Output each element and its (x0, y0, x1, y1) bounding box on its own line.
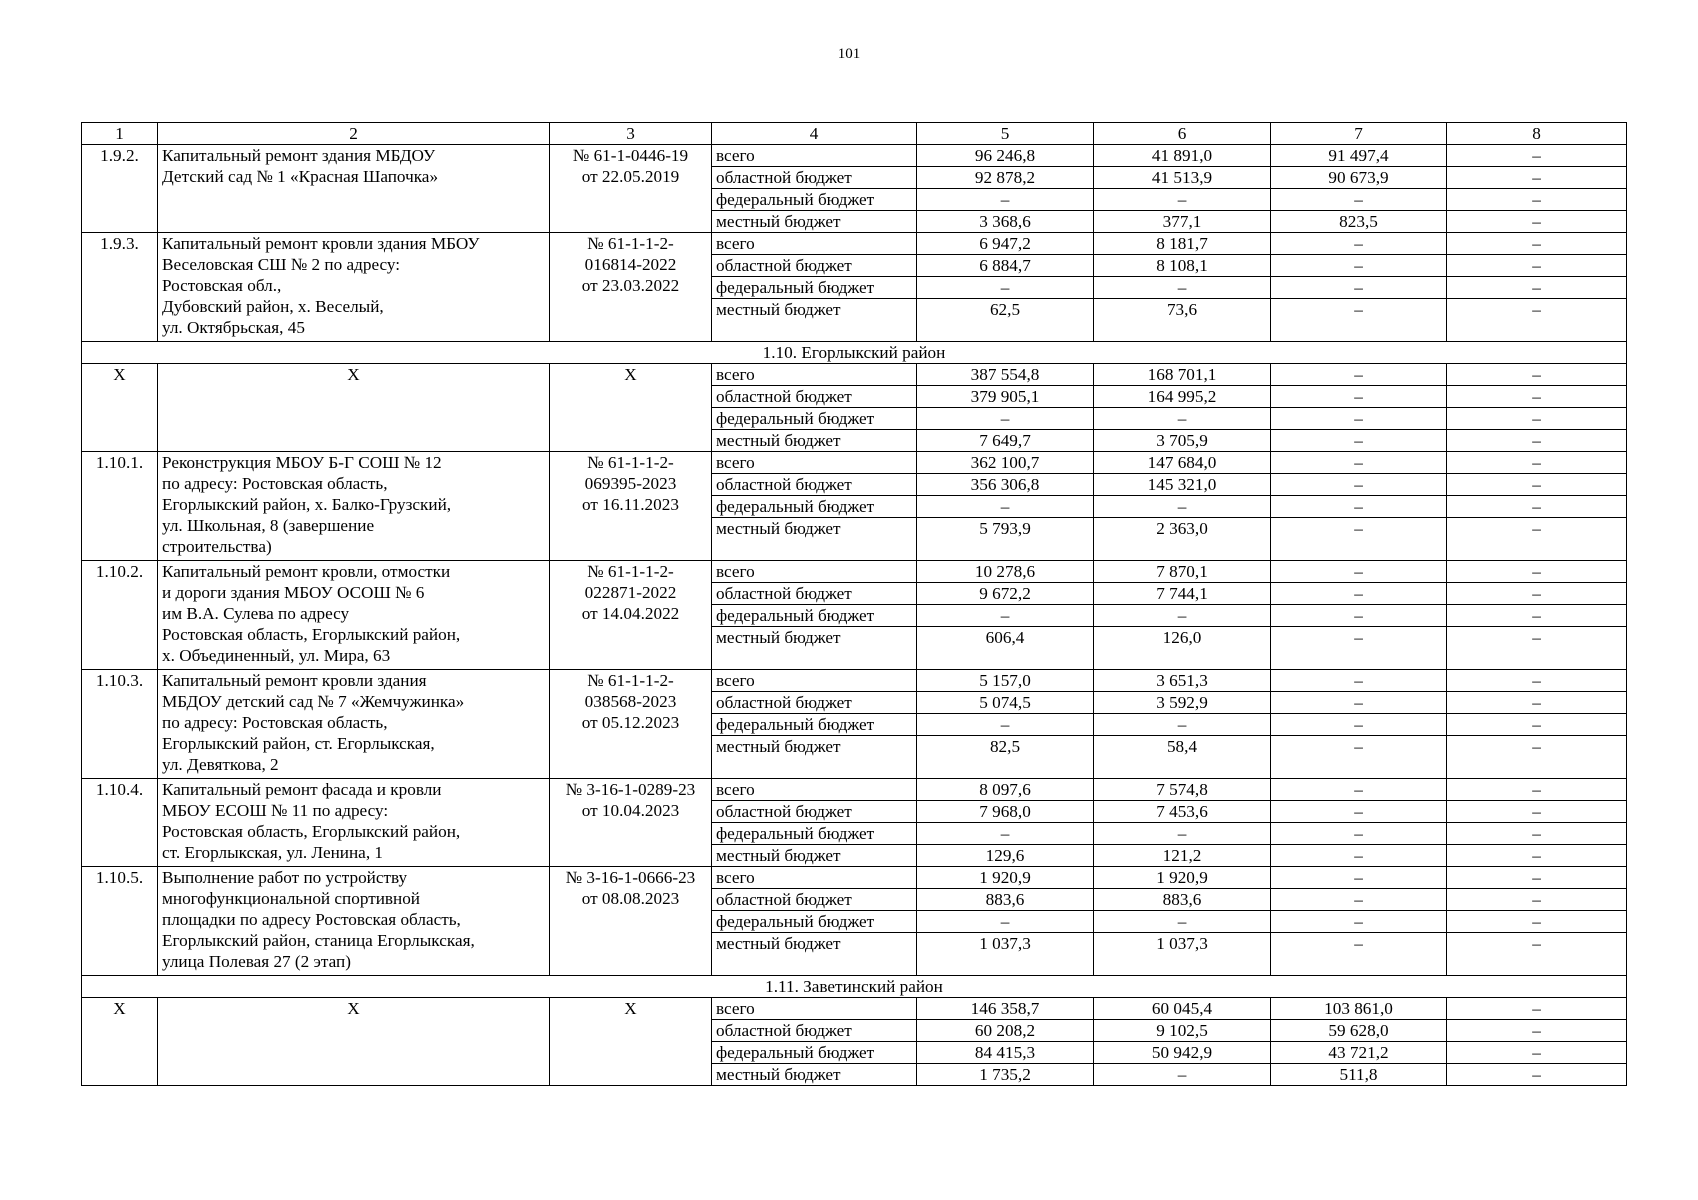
value-col6: – (1094, 605, 1271, 627)
value-col8: – (1447, 933, 1627, 976)
value-col5: 5 074,5 (917, 692, 1094, 714)
value-col8: – (1447, 1042, 1627, 1064)
value-col6: 377,1 (1094, 211, 1271, 233)
document-line: от 14.04.2022 (581, 604, 680, 623)
value-col7: – (1271, 430, 1447, 452)
funding-source-label: областной бюджет (712, 386, 917, 408)
value-col7: – (1271, 518, 1447, 561)
value-col7: – (1271, 911, 1447, 933)
value-col7: 90 673,9 (1271, 167, 1447, 189)
item-name (158, 561, 550, 670)
value-col8: – (1447, 233, 1627, 255)
value-col6: 50 942,9 (1094, 1042, 1271, 1064)
funding-source-label: местный бюджет (712, 933, 917, 976)
item-name-line: МБДОУ детский сад № 7 «Жемчужинка» (162, 692, 465, 711)
item-name-line: Егорлыкский район, станица Егорлыкская, (162, 931, 475, 950)
item-name-line: Ростовская обл., (162, 276, 282, 295)
value-col5: 8 097,6 (917, 779, 1094, 801)
value-col6: 8 181,7 (1094, 233, 1271, 255)
value-col8: – (1447, 779, 1627, 801)
funding-source-label: местный бюджет (712, 211, 917, 233)
item-name-line: строительства) (162, 537, 272, 556)
value-col5: 92 878,2 (917, 167, 1094, 189)
value-col8: – (1447, 211, 1627, 233)
value-col6: 121,2 (1094, 845, 1271, 867)
item-number: 1.10.1. (82, 452, 158, 561)
item-number: Х (82, 998, 158, 1086)
value-col8: – (1447, 889, 1627, 911)
value-col7: – (1271, 714, 1447, 736)
funding-source-label: местный бюджет (712, 518, 917, 561)
document-line: от 16.11.2023 (582, 495, 679, 514)
funding-source-label: всего (712, 867, 917, 889)
value-col8: – (1447, 364, 1627, 386)
value-col5: 1 920,9 (917, 867, 1094, 889)
item-name-line: и дороги здания МБОУ ОСОШ № 6 (162, 583, 425, 602)
page-number: 101 (837, 46, 861, 62)
value-col6: 1 920,9 (1094, 867, 1271, 889)
value-col7: – (1271, 779, 1447, 801)
funding-source-label: федеральный бюджет (712, 1042, 917, 1064)
item-name (158, 452, 550, 561)
item-name-line: Ростовская область, Егорлыкский район, (162, 625, 461, 644)
funding-source-label: областной бюджет (712, 692, 917, 714)
value-col6: – (1094, 277, 1271, 299)
document-reference (550, 867, 712, 976)
column-number: 6 (1094, 123, 1271, 145)
funding-source-label: федеральный бюджет (712, 496, 917, 518)
value-col7: 103 861,0 (1271, 998, 1447, 1020)
value-col5: 606,4 (917, 627, 1094, 670)
funding-source-label: всего (712, 670, 917, 692)
item-name-line: Егорлыкский район, х. Балко-Грузский, (162, 495, 452, 514)
value-col8: – (1447, 167, 1627, 189)
value-col6: 147 684,0 (1094, 452, 1271, 474)
funding-source-label: местный бюджет (712, 430, 917, 452)
value-col5: 6 947,2 (917, 233, 1094, 255)
value-col5: 883,6 (917, 889, 1094, 911)
column-number: 3 (550, 123, 712, 145)
value-col5: 379 905,1 (917, 386, 1094, 408)
value-col5: – (917, 714, 1094, 736)
table-row (82, 233, 1627, 255)
value-col6: 145 321,0 (1094, 474, 1271, 496)
value-col6: – (1094, 911, 1271, 933)
item-name-line: ул. Октябрьская, 45 (162, 318, 305, 337)
value-col7: – (1271, 692, 1447, 714)
value-col8: – (1447, 692, 1627, 714)
value-col8: – (1447, 561, 1627, 583)
item-name-line: Капитальный ремонт кровли здания (162, 671, 427, 690)
value-col6: 883,6 (1094, 889, 1271, 911)
value-col5: 362 100,7 (917, 452, 1094, 474)
value-col5: 6 884,7 (917, 255, 1094, 277)
document-reference (550, 364, 712, 452)
item-number: 1.10.4. (82, 779, 158, 867)
value-col7: – (1271, 299, 1447, 342)
table-row (82, 364, 1627, 386)
document-line: от 08.08.2023 (581, 889, 680, 908)
item-number: 1.9.3. (82, 233, 158, 342)
value-col7: 43 721,2 (1271, 1042, 1447, 1064)
value-col6: 9 102,5 (1094, 1020, 1271, 1042)
value-col8: – (1447, 1064, 1627, 1086)
value-col8: – (1447, 386, 1627, 408)
item-number: 1.9.2. (82, 145, 158, 233)
funding-source-label: областной бюджет (712, 474, 917, 496)
value-col7: – (1271, 801, 1447, 823)
funding-source-label: всего (712, 145, 917, 167)
table-row (82, 998, 1627, 1020)
document-line: от 23.03.2022 (581, 276, 680, 295)
value-col6: 164 995,2 (1094, 386, 1271, 408)
value-col6: 2 363,0 (1094, 518, 1271, 561)
value-col6: 60 045,4 (1094, 998, 1271, 1020)
value-col7: – (1271, 605, 1447, 627)
column-number: 8 (1447, 123, 1627, 145)
value-col6: 58,4 (1094, 736, 1271, 779)
item-name (158, 233, 550, 342)
item-name-line: Веселовская СШ № 2 по адресу: (162, 255, 401, 274)
value-col7: – (1271, 627, 1447, 670)
document-line: № 61-1-0446-19 (572, 146, 689, 165)
item-name-line: Дубовский район, х. Веселый, (162, 297, 384, 316)
item-name-line: Детский сад № 1 «Красная Шапочка» (162, 167, 439, 186)
value-col6: 1 037,3 (1094, 933, 1271, 976)
value-col7: – (1271, 408, 1447, 430)
value-col7: – (1271, 823, 1447, 845)
value-col5: – (917, 823, 1094, 845)
funding-source-label: всего (712, 998, 917, 1020)
item-name-line: Капитальный ремонт здания МБДОУ (162, 146, 436, 165)
value-col5: – (917, 605, 1094, 627)
value-col8: – (1447, 408, 1627, 430)
document-line: от 22.05.2019 (581, 167, 680, 186)
table-row (82, 561, 1627, 583)
funding-source-label: федеральный бюджет (712, 911, 917, 933)
value-col7: – (1271, 364, 1447, 386)
item-name (158, 779, 550, 867)
item-name (158, 670, 550, 779)
item-name-line: Капитальный ремонт кровли здания МБОУ (162, 234, 480, 253)
document-line: 069395-2023 (584, 474, 677, 493)
value-col5: 7 968,0 (917, 801, 1094, 823)
value-col8: – (1447, 583, 1627, 605)
item-name-line: по адресу: Ростовская область, (162, 713, 388, 732)
document-line: № 61-1-1-2- (587, 453, 674, 472)
funding-source-label: областной бюджет (712, 167, 917, 189)
value-col6: 41 891,0 (1094, 145, 1271, 167)
document-line: 022871-2022 (584, 583, 677, 602)
item-name-line: улица Полевая 27 (2 этап) (162, 952, 351, 971)
funding-source-label: местный бюджет (712, 627, 917, 670)
value-col5: – (917, 408, 1094, 430)
value-col7: – (1271, 583, 1447, 605)
value-col8: – (1447, 145, 1627, 167)
item-number: 1.10.3. (82, 670, 158, 779)
value-col7: – (1271, 867, 1447, 889)
value-col6: 41 513,9 (1094, 167, 1271, 189)
value-col6: 7 870,1 (1094, 561, 1271, 583)
item-name-line: МБОУ ЕСОШ № 11 по адресу: (162, 801, 389, 820)
document-line: № 61-1-1-2- (587, 562, 674, 581)
funding-source-label: всего (712, 233, 917, 255)
value-col5: 3 368,6 (917, 211, 1094, 233)
value-col8: – (1447, 1020, 1627, 1042)
item-name-line: ст. Егорлыкская, ул. Ленина, 1 (162, 843, 384, 862)
value-col6: 7 744,1 (1094, 583, 1271, 605)
funding-source-label: областной бюджет (712, 889, 917, 911)
item-name-line: Выполнение работ по устройству (162, 868, 408, 887)
document-line: 038568-2023 (584, 692, 677, 711)
document-reference (550, 233, 712, 342)
value-col6: 7 453,6 (1094, 801, 1271, 823)
value-col6: 168 701,1 (1094, 364, 1271, 386)
document-line: 016814-2022 (584, 255, 677, 274)
funding-source-label: всего (712, 779, 917, 801)
funding-source-label: областной бюджет (712, 255, 917, 277)
value-col6: 3 705,9 (1094, 430, 1271, 452)
item-name-line: Капитальный ремонт кровли, отмостки (162, 562, 451, 581)
item-name (158, 998, 550, 1086)
section-title: 1.10. Егорлыкский район (82, 342, 1627, 364)
item-name (158, 364, 550, 452)
funding-source-label: федеральный бюджет (712, 714, 917, 736)
value-col8: – (1447, 714, 1627, 736)
table-row (82, 670, 1627, 692)
item-name-line: Ростовская область, Егорлыкский район, (162, 822, 461, 841)
document-reference (550, 561, 712, 670)
value-col5: 1 037,3 (917, 933, 1094, 976)
value-col8: – (1447, 736, 1627, 779)
column-number: 7 (1271, 123, 1447, 145)
funding-source-label: федеральный бюджет (712, 823, 917, 845)
value-col8: – (1447, 277, 1627, 299)
item-number: 1.10.5. (82, 867, 158, 976)
value-col8: – (1447, 496, 1627, 518)
document-reference (550, 452, 712, 561)
value-col5: 129,6 (917, 845, 1094, 867)
value-col5: 387 554,8 (917, 364, 1094, 386)
value-col8: – (1447, 518, 1627, 561)
document-line: от 05.12.2023 (581, 713, 680, 732)
document-reference (550, 670, 712, 779)
item-name-line: Реконструкция МБОУ Б-Г СОШ № 12 (162, 453, 442, 472)
section-row (82, 976, 1627, 998)
value-col7: – (1271, 452, 1447, 474)
table-row (82, 452, 1627, 474)
value-col7: – (1271, 189, 1447, 211)
value-col7: 511,8 (1271, 1064, 1447, 1086)
value-col6: – (1094, 408, 1271, 430)
value-col8: – (1447, 605, 1627, 627)
value-col6: 7 574,8 (1094, 779, 1271, 801)
funding-source-label: местный бюджет (712, 845, 917, 867)
value-col5: 1 735,2 (917, 1064, 1094, 1086)
funding-source-label: федеральный бюджет (712, 189, 917, 211)
section-row (82, 342, 1627, 364)
item-name-line: Х (347, 999, 360, 1018)
document-line: № 61-1-1-2- (587, 234, 674, 253)
value-col7: – (1271, 277, 1447, 299)
item-name-line: ул. Школьная, 8 (завершение (162, 516, 375, 535)
item-name-line: Капитальный ремонт фасада и кровли (162, 780, 442, 799)
funding-source-label: всего (712, 364, 917, 386)
value-col5: 82,5 (917, 736, 1094, 779)
value-col5: 9 672,2 (917, 583, 1094, 605)
funding-source-label: федеральный бюджет (712, 277, 917, 299)
value-col6: 8 108,1 (1094, 255, 1271, 277)
value-col5: 10 278,6 (917, 561, 1094, 583)
value-col6: – (1094, 189, 1271, 211)
value-col5: 84 415,3 (917, 1042, 1094, 1064)
column-number: 2 (158, 123, 550, 145)
item-name-line: многофункциональной спортивной (162, 889, 421, 908)
value-col7: – (1271, 474, 1447, 496)
column-number: 5 (917, 123, 1094, 145)
funding-source-label: местный бюджет (712, 736, 917, 779)
value-col5: 60 208,2 (917, 1020, 1094, 1042)
header-row (82, 123, 1627, 145)
item-name-line: площадки по адресу Ростовская область, (162, 910, 461, 929)
document-line: Х (624, 999, 637, 1018)
value-col7: 91 497,4 (1271, 145, 1447, 167)
value-col8: – (1447, 189, 1627, 211)
document-reference (550, 998, 712, 1086)
value-col8: – (1447, 474, 1627, 496)
document-reference (550, 779, 712, 867)
funding-source-label: федеральный бюджет (712, 408, 917, 430)
funding-source-label: всего (712, 561, 917, 583)
item-name-line: Х (347, 365, 360, 384)
value-col5: 62,5 (917, 299, 1094, 342)
value-col7: – (1271, 496, 1447, 518)
value-col8: – (1447, 823, 1627, 845)
funding-source-label: областной бюджет (712, 1020, 917, 1042)
value-col8: – (1447, 299, 1627, 342)
value-col7: – (1271, 889, 1447, 911)
value-col5: – (917, 911, 1094, 933)
column-number: 1 (82, 123, 158, 145)
value-col6: – (1094, 714, 1271, 736)
funding-source-label: всего (712, 452, 917, 474)
value-col6: 3 592,9 (1094, 692, 1271, 714)
value-col8: – (1447, 670, 1627, 692)
value-col7: – (1271, 561, 1447, 583)
document-line: Х (624, 365, 637, 384)
value-col5: – (917, 496, 1094, 518)
document-line: № 3-16-1-0666-23 (565, 868, 696, 887)
column-number: 4 (712, 123, 917, 145)
item-name-line: х. Объединенный, ул. Мира, 63 (162, 646, 391, 665)
item-name (158, 867, 550, 976)
table-row (82, 145, 1627, 167)
item-name (158, 145, 550, 233)
value-col5: 146 358,7 (917, 998, 1094, 1020)
value-col6: – (1094, 823, 1271, 845)
document-line: № 3-16-1-0289-23 (565, 780, 696, 799)
item-name-line: по адресу: Ростовская область, (162, 474, 388, 493)
value-col8: – (1447, 255, 1627, 277)
item-name-line: Егорлыкский район, ст. Егорлыкская, (162, 734, 435, 753)
value-col5: – (917, 189, 1094, 211)
value-col7: – (1271, 736, 1447, 779)
value-col8: – (1447, 430, 1627, 452)
value-col6: – (1094, 496, 1271, 518)
value-col5: 96 246,8 (917, 145, 1094, 167)
value-col8: – (1447, 801, 1627, 823)
table-row (82, 867, 1627, 889)
value-col8: – (1447, 627, 1627, 670)
value-col5: 5 157,0 (917, 670, 1094, 692)
table-row (82, 779, 1627, 801)
value-col6: – (1094, 1064, 1271, 1086)
value-col5: 356 306,8 (917, 474, 1094, 496)
funding-source-label: федеральный бюджет (712, 605, 917, 627)
value-col8: – (1447, 452, 1627, 474)
item-number: Х (82, 364, 158, 452)
value-col6: 3 651,3 (1094, 670, 1271, 692)
value-col7: – (1271, 233, 1447, 255)
value-col8: – (1447, 867, 1627, 889)
value-col6: 73,6 (1094, 299, 1271, 342)
funding-source-label: областной бюджет (712, 801, 917, 823)
funding-source-label: местный бюджет (712, 299, 917, 342)
budget-table (81, 122, 1627, 1086)
value-col7: – (1271, 845, 1447, 867)
value-col7: 59 628,0 (1271, 1020, 1447, 1042)
document-line: № 61-1-1-2- (587, 671, 674, 690)
value-col5: – (917, 277, 1094, 299)
value-col8: – (1447, 911, 1627, 933)
funding-source-label: местный бюджет (712, 1064, 917, 1086)
document-reference (550, 145, 712, 233)
item-name-line: им В.А. Сулева по адресу (162, 604, 350, 623)
value-col5: 7 649,7 (917, 430, 1094, 452)
value-col7: – (1271, 255, 1447, 277)
section-title: 1.11. Заветинский район (82, 976, 1627, 998)
document-line: от 10.04.2023 (581, 801, 680, 820)
value-col8: – (1447, 845, 1627, 867)
value-col6: 126,0 (1094, 627, 1271, 670)
value-col7: – (1271, 670, 1447, 692)
funding-source-label: областной бюджет (712, 583, 917, 605)
value-col7: – (1271, 386, 1447, 408)
item-name-line: ул. Девяткова, 2 (162, 755, 279, 774)
value-col7: – (1271, 933, 1447, 976)
value-col8: – (1447, 998, 1627, 1020)
value-col7: 823,5 (1271, 211, 1447, 233)
item-number: 1.10.2. (82, 561, 158, 670)
value-col5: 5 793,9 (917, 518, 1094, 561)
